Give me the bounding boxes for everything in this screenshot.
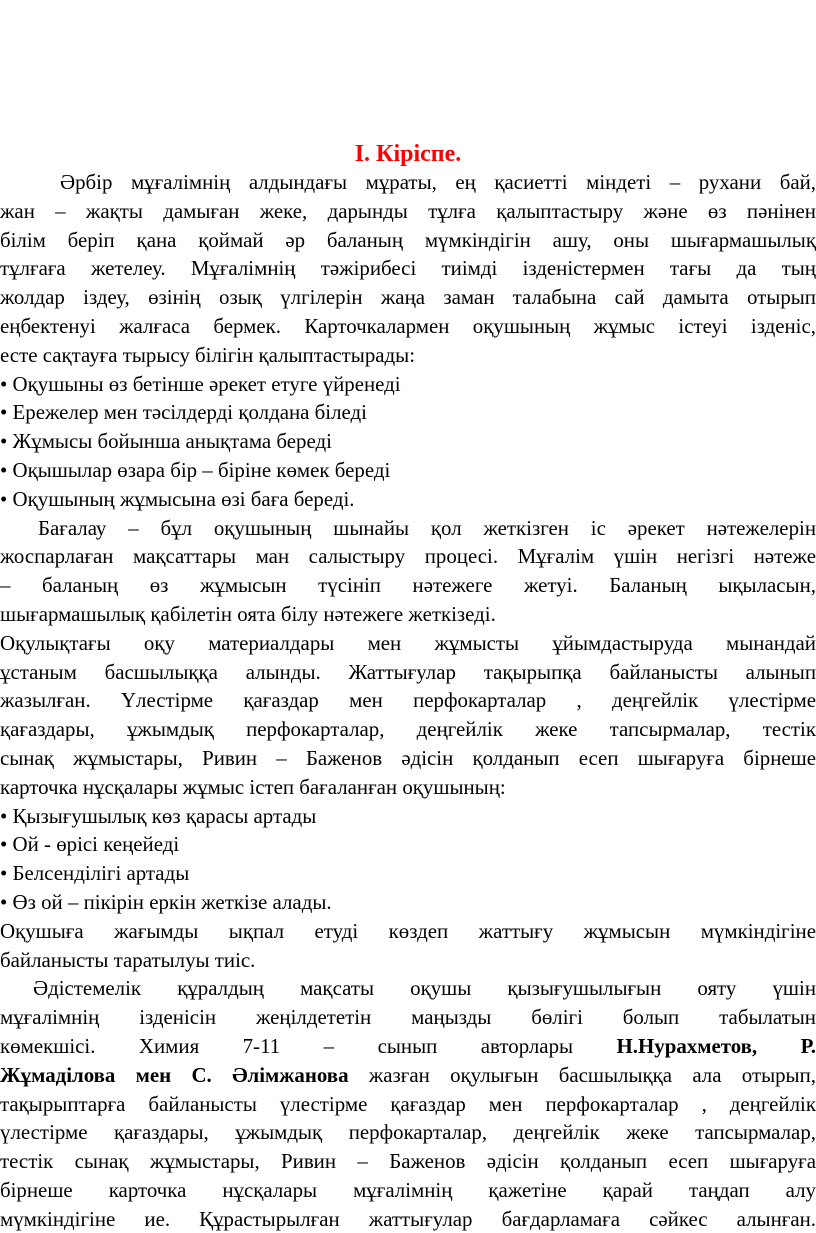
text-line: Оқушыға жағымды ықпал етуді көздеп жаттығу жұмысын мүмкіндігіне	[0, 918, 816, 943]
text-segment: көмекшісі. Химия 7-11 – сынып авторлары	[0, 1033, 574, 1058]
text-line: қағаздары, ұжымдық перфокарталар, деңгейлік жеке тапсырмалар, тестік	[0, 717, 816, 742]
text-line: тестік сынақ жұмыстары, Ривин – Баженов әдісін қолданып есеп шығаруға	[0, 1149, 816, 1174]
text-line: мүмкіндігіне ие. Құрастырылған жаттығулар бағдарламаға сәйкес алынған.	[0, 1206, 816, 1231]
author-names: Жұмаділова мен С. Әлімжанова	[0, 1062, 349, 1087]
bullet-item: • Оқышылар өзара бір – біріне көмек береді	[0, 457, 391, 482]
bullet-item: • Жұмысы бойынша анықтама береді	[0, 429, 332, 454]
text-line: тұлғаға жетелеу. Мұғалімнің тәжірибесі тиімді ізденістермен тағы да тың	[0, 256, 816, 281]
text-line: бірнеше карточка нұсқалары мұғалімнің қажетіне қарай таңдап алу	[0, 1177, 816, 1202]
text-line: жолдар іздеу, өзінің озық үлгілерін жаңа заман талабына сай дамыта отырып	[0, 285, 816, 310]
text-line: мұғалімнің ізденісін жеңілдететін маңызды бөлігі болып табылатын	[0, 1005, 816, 1030]
text-line: Әрбір мұғалімнің алдындағы мұраты, ең қасиетті міндеті – рухани бай,	[60, 170, 816, 194]
text-line: Бағалау – бұл оқушының шынайы қол жеткізген іс әрекет нәтежелерін	[38, 515, 816, 540]
text-line: байланысты таратылуы тиіс.	[0, 947, 256, 972]
text-segment: жазған оқулығын басшылыққа ала отырып,	[368, 1062, 816, 1087]
text-line: шығармашылық қабілетін оята білу нәтежеге жеткізеді.	[0, 601, 496, 626]
text-line: білім беріп қана қоймай әр баланың мүмкіндігін ашу, оны шығармашылық	[0, 227, 816, 252]
text-line: сынақ жұмыстары, Ривин – Баженов әдісін қолданып есеп шығаруға бірнеше	[0, 745, 816, 770]
text-line: ұстаным басшылыққа алынды. Жаттығулар тақырыпқа байланысты алынып	[0, 659, 816, 684]
text-line: карточка нұсқалары жұмыс істеп бағаланған оқушының:	[0, 774, 506, 799]
author-names: Н.Нурахметов, Р.	[616, 1033, 816, 1058]
bullet-item: • Өз ой – пікірін еркін жеткізе алады.	[0, 889, 332, 914]
bullet-item: • Оқушыны өз бетінше әрекет етуге үйренеді	[0, 371, 401, 396]
bullet-item: • Ережелер мен тәсілдерді қолдана біледі	[0, 400, 367, 425]
text-line: Әдістемелік құралдың мақсаты оқушы қызығушылығын ояту үшін	[33, 976, 816, 1001]
text-line	[0, 1061, 816, 1090]
text-line: еңбектенуі жалғаса бермек. Карточкалармен оқушының жұмыс істеуі ізденіс,	[0, 313, 816, 338]
text-line	[0, 1032, 816, 1061]
bullet-item: • Оқушының жұмысына өзі баға береді.	[0, 486, 355, 511]
bullet-item: • Белсенділігі артады	[0, 861, 190, 886]
text-line: жоспарлаған мақсаттары ман салыстыру процесі. Мұғалім үшін негізгі нәтеже	[0, 544, 816, 569]
text-line: Оқулықтағы оқу материалдары мен жұмысты ұйымдастыруда мынандай	[0, 630, 816, 655]
document-body	[0, 168, 816, 1233]
text-line: есте сақтауға тырысу білігін қалыптастырады:	[0, 342, 416, 367]
text-line: – баланың өз жұмысын түсініп нәтежеге жетуі. Баланың ықыласын,	[0, 573, 816, 598]
bullet-item: • Қызығушылық көз қарасы артады	[0, 803, 317, 828]
text-line: үлестірме қағаздары, ұжымдық перфокарталар, деңгейлік жеке тапсырмалар,	[0, 1120, 816, 1145]
text-line: жан – жақты дамыған жеке, дарынды тұлға қалыптастыру және өз пәнінен	[0, 198, 816, 223]
bullet-item: • Ой - өрісі кеңейеді	[0, 832, 180, 857]
text-line: тақырыптарға байланысты үлестірме қағаздар мен перфокарталар , деңгейлік	[0, 1091, 816, 1116]
text-line: жазылған. Үлестірме қағаздар мен перфокарталар , деңгейлік үлестірме	[0, 688, 816, 713]
section-title: I. Кіріспе.	[354, 141, 462, 167]
